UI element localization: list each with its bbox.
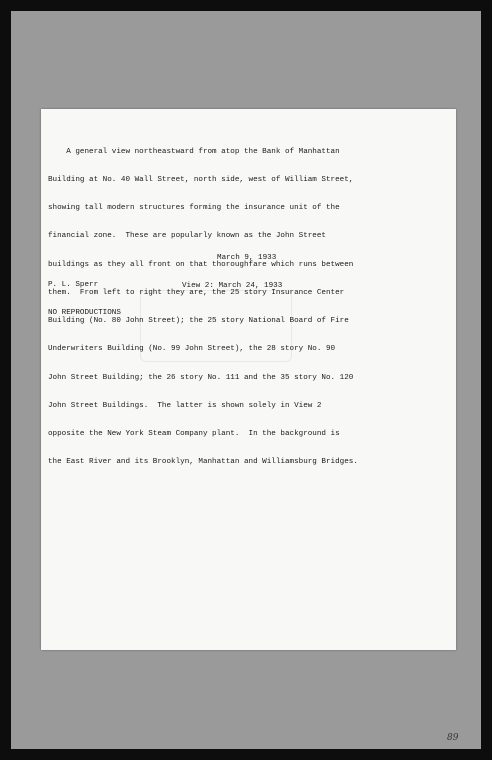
- caption-line: Underwriters Building (No. 99 John Street), the 28 story No. 90: [48, 345, 336, 354]
- handwritten-folio-number: 89: [447, 733, 459, 743]
- photographer-credit: P. L. Sperr: [48, 280, 99, 289]
- caption-line: Building at No. 40 Wall Street, north side, west of William Street,: [48, 176, 354, 185]
- date-primary: March 9, 1933: [217, 253, 277, 262]
- caption-line: opposite the New York Steam Company plant. In the background is: [48, 430, 340, 438]
- caption-line: Building (No. 80 John Street); the 25 story National Board of Fire: [48, 317, 349, 326]
- caption-line: the East River and its Brooklyn, Manhattan and Williamsburg Bridges.: [48, 458, 358, 467]
- caption-line: John Street Building; the 26 story No. 111 and the 35 story No. 120: [48, 373, 354, 382]
- caption-line: financial zone. These are popularly known as the John Street: [48, 232, 326, 241]
- caption-line: John Street Buildings. The latter is shown solely in View 2: [48, 401, 322, 410]
- caption-line: A general view northeastward from atop the Bank of Manhattan: [48, 147, 340, 156]
- date-block: [182, 235, 282, 301]
- reproduction-notice: NO REPRODUCTIONS: [48, 309, 121, 318]
- caption-line: them. From left to right they are, the 25 story Insurance Center: [48, 288, 345, 297]
- caption-line: showing tall modern structures forming the insurance unit of the: [48, 204, 340, 213]
- caption-line: buildings as they all front on that thoroughfare which runs between: [48, 260, 354, 269]
- date-view-2: View 2: March 24, 1933: [182, 282, 283, 291]
- credit-block: [48, 262, 121, 328]
